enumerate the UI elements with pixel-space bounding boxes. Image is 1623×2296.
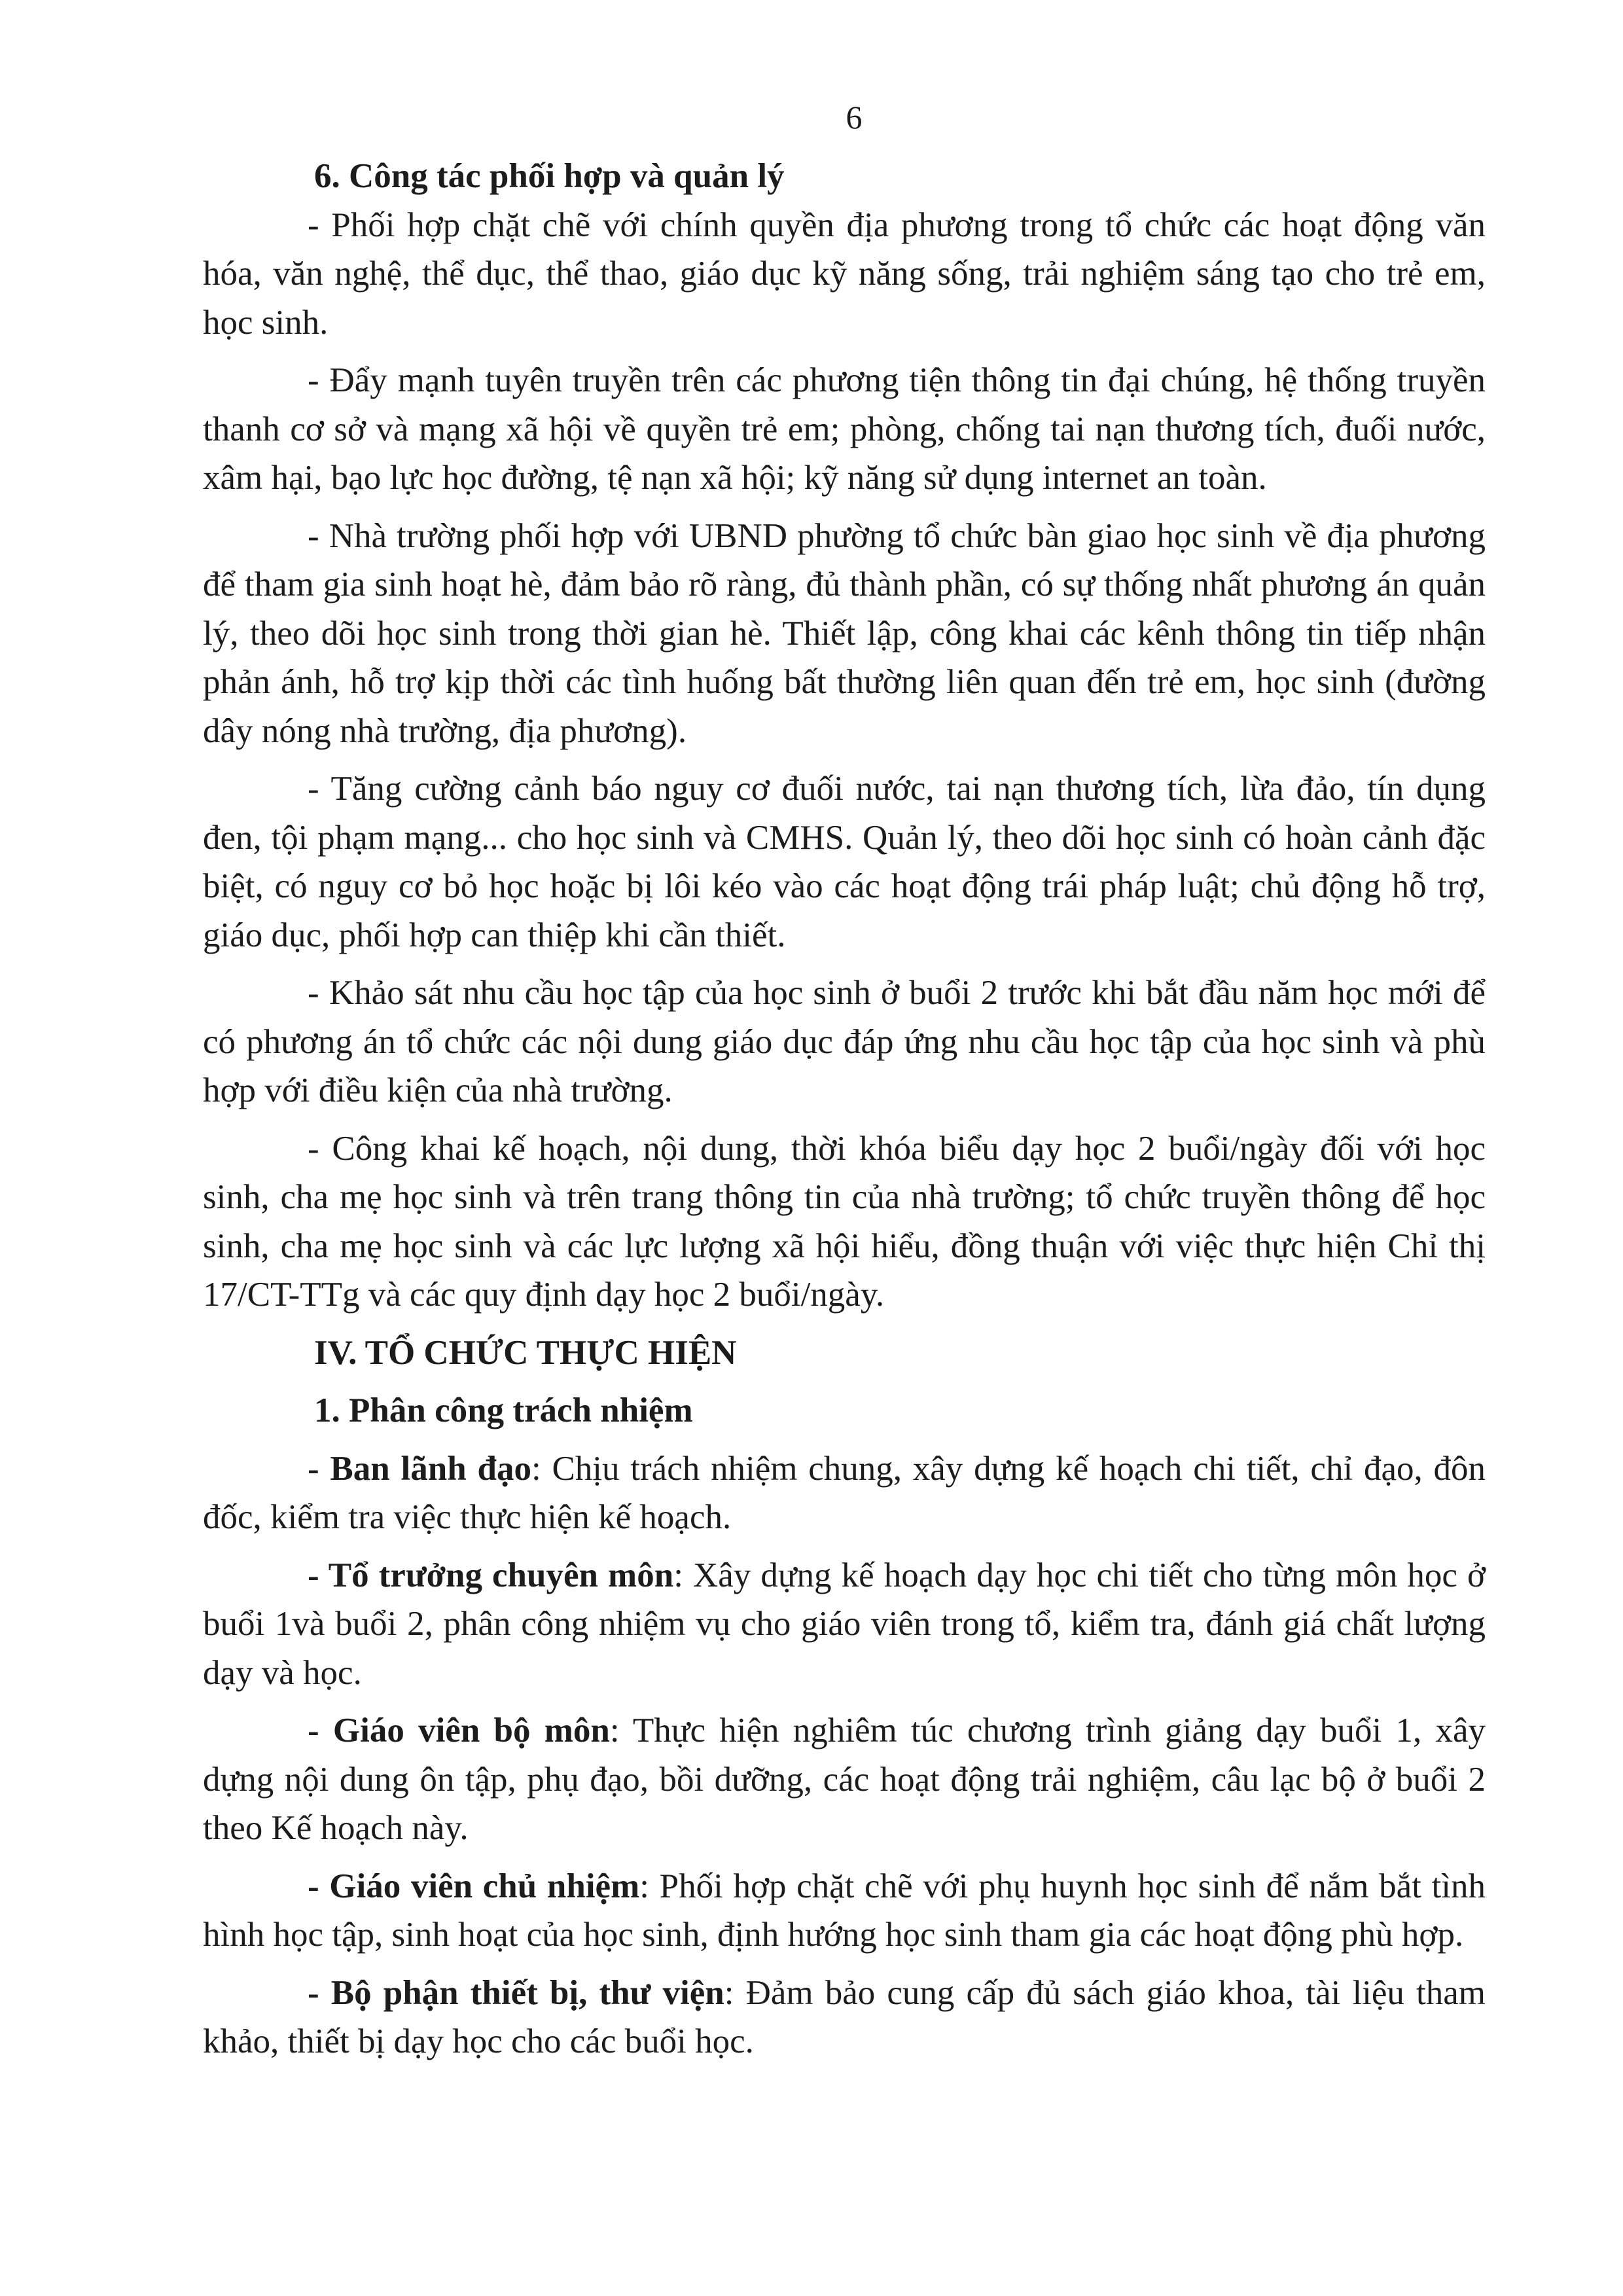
- section-6-paragraph: - Đẩy mạnh tuyên truyền trên các phương tiện thông tin đại chúng, hệ thống truyền thanh cơ sở và mạng xã hội về quyền trẻ em; phòng, chống tai nạn thương tích, đuối nước, xâm hại, bạo lực học đường, tệ nạn xã hội; kỹ năng sử dụng internet an toàn.: [203, 361, 1486, 497]
- responsibility-item: [203, 1551, 1486, 1698]
- section-6-paragraph: - Nhà trường phối hợp với UBND phường tổ chức bàn giao học sinh về địa phương để tham gia sinh hoạt hè, đảm bảo rõ ràng, đủ thành phần, có sự thống nhất phương án quản lý, theo dõi học sinh trong thời gian hè. Thiết lập, công khai các kênh thông tin tiếp nhận phản ánh, hỗ trợ kịp thời các tình huống bất thường liên quan đến trẻ em, học sinh (đường dây nóng nhà trường, địa phương).: [203, 516, 1486, 750]
- responsibility-item: [203, 1444, 1486, 1542]
- responsibility-label: - Tổ trưởng chuyên môn: [308, 1556, 674, 1594]
- section-6-paragraph: - Công khai kế hoạch, nội dung, thời khóa biểu dạy học 2 buổi/ngày đối với học sinh, cha mẹ học sinh và trên trang thông tin của nhà trường; tổ chức truyền thông để học sinh, cha mẹ học sinh và các lực lượng xã hội hiểu, đồng thuận với việc thực hiện Chỉ thị 17/CT-TTg và các quy định dạy học 2 buổi/ngày.: [203, 1129, 1486, 1314]
- responsibility-item: [203, 1706, 1486, 1853]
- section-6-paragraph: - Tăng cường cảnh báo nguy cơ đuối nước, tai nạn thương tích, lừa đảo, tín dụng đen, tội phạm mạng... cho học sinh và CMHS. Quản lý, theo dõi học sinh có hoàn cảnh đặc biệt, có nguy cơ bỏ học hoặc bị lôi kéo vào các hoạt động trái pháp luật; chủ động hỗ trợ, giáo dục, phối hợp can thiệp khi cần thiết.: [203, 770, 1486, 954]
- responsibility-label: - Giáo viên chủ nhiệm: [308, 1867, 640, 1905]
- section-6-paragraph: - Khảo sát nhu cầu học tập của học sinh ở buổi 2 trước khi bắt đầu năm học mới để có phương án tổ chức các nội dung giáo dục đáp ứng nhu cầu học tập của học sinh và phù hợp với điều kiện của nhà trường.: [203, 974, 1486, 1109]
- responsibility-label: - Giáo viên bộ môn: [308, 1712, 610, 1749]
- responsibility-label: - Bộ phận thiết bị, thư viện: [308, 1973, 724, 2012]
- responsibility-text: : Thực hiện nghiêm túc chương trình giảng dạy buổi 1, xây dựng nội dung ôn tập, phụ đạo, bồi dưỡng, các hoạt động trải nghiệm, câu lạc bộ ở buổi 2 theo Kế hoạch này.: [203, 1712, 1486, 1847]
- page-number: 6: [846, 99, 863, 135]
- section-iv-heading: IV. TỔ CHỨC THỰC HIỆN: [314, 1333, 737, 1372]
- section-6-paragraph: - Phối hợp chặt chẽ với chính quyền địa phương trong tổ chức các hoạt động văn hóa, văn nghệ, thể dục, thể thao, giáo dục kỹ năng sống, trải nghiệm sáng tạo cho trẻ em, học sinh.: [203, 206, 1486, 342]
- responsibility-item: [203, 1969, 1486, 2066]
- responsibility-text: : Xây dựng kế hoạch dạy học chi tiết cho từng môn học ở buổi 1và buổi 2, phân công nhiệm vụ cho giáo viên trong tổ, kiểm tra, đánh giá chất lượng dạy và học.: [203, 1556, 1486, 1692]
- document-body: [203, 152, 1486, 2066]
- responsibility-text: : Chịu trách nhiệm chung, xây dựng kế hoạch chi tiết, chỉ đạo, đôn đốc, kiểm tra việc thực hiện kế hoạch.: [203, 1449, 1486, 1536]
- responsibility-item: [203, 1862, 1486, 1960]
- responsibility-text: : Đảm bảo cung cấp đủ sách giáo khoa, tài liệu tham khảo, thiết bị dạy học cho các buổi học.: [203, 1973, 1486, 2060]
- section-6-heading: 6. Công tác phối hợp và quản lý: [314, 157, 785, 195]
- responsibility-text: : Phối hợp chặt chẽ với phụ huynh học sinh để nắm bắt tình hình học tập, sinh hoạt của học sinh, định hướng học sinh tham gia các hoạt động phù hợp.: [203, 1867, 1486, 1954]
- subsection-1-heading: 1. Phân công trách nhiệm: [314, 1391, 693, 1429]
- responsibility-label: - Ban lãnh đạo: [308, 1449, 531, 1488]
